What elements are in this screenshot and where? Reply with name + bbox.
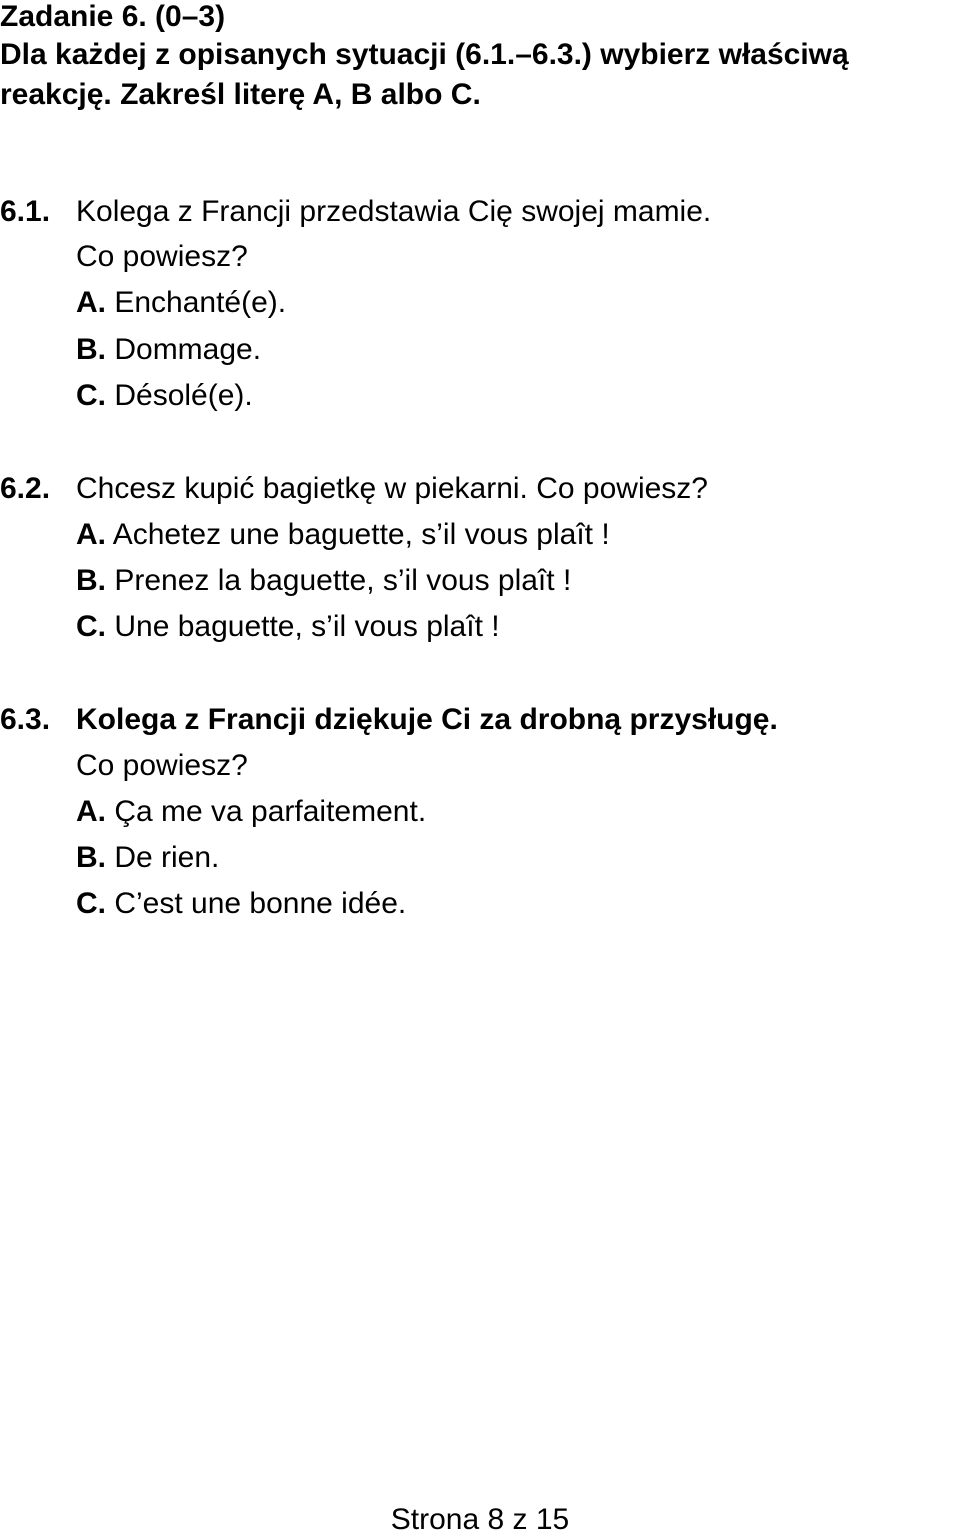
option-text: Dommage. [114, 333, 262, 366]
option-letter: B. [76, 333, 106, 366]
option-letter: C. [76, 887, 106, 920]
option-letter: C. [76, 379, 106, 412]
option-letter: B. [76, 841, 106, 874]
option-c[interactable] [76, 381, 253, 411]
question-number: 6.2. [0, 472, 51, 505]
question-number: 6.1. [0, 195, 51, 228]
option-text: Ça me va parfaitement. [114, 795, 427, 828]
option-text: Enchanté(e). [114, 286, 287, 319]
option-letter: A. [76, 795, 106, 828]
task-instruction-line2: reakcję. Zakreśl literę A, B albo C. [0, 78, 481, 111]
option-text: C’est une bonne idée. [114, 887, 407, 920]
question-prompt-cont: Co powiesz? [76, 240, 248, 273]
question-prompt: Kolega z Francji dziękuje Ci za drobną przysługę. [76, 703, 778, 736]
page-number: Strona 8 z 15 [390, 1503, 570, 1536]
option-b[interactable] [76, 566, 571, 596]
task-instruction-line1: Dla każdej z opisanych sytuacji (6.1.–6.3.) wybierz właściwą [0, 38, 849, 71]
option-text: Prenez la baguette, s’il vous plaît ! [114, 564, 572, 597]
option-text: Une baguette, s’il vous plaît ! [114, 610, 500, 643]
task-title: Zadanie 6. (0–3) [0, 0, 226, 33]
option-letter: C. [76, 610, 106, 643]
option-c[interactable] [76, 612, 500, 642]
option-letter: A. [76, 286, 106, 319]
option-text: Achetez une baguette, s’il vous plaît ! [112, 518, 610, 551]
question-prompt-cont: Co powiesz? [76, 749, 248, 782]
option-c[interactable] [76, 889, 406, 919]
option-a[interactable] [76, 288, 286, 318]
option-text: Désolé(e). [114, 379, 253, 412]
question-prompt: Chcesz kupić bagietkę w piekarni. Co powiesz? [76, 472, 708, 505]
option-text: De rien. [114, 841, 220, 874]
question-number: 6.3. [0, 703, 51, 736]
option-letter: B. [76, 564, 106, 597]
option-letter: A. [76, 518, 106, 551]
option-b[interactable] [76, 843, 219, 873]
option-a[interactable] [76, 520, 610, 550]
question-prompt: Kolega z Francji przedstawia Cię swojej mamie. [76, 195, 712, 228]
option-b[interactable] [76, 335, 261, 365]
option-a[interactable] [76, 797, 426, 827]
